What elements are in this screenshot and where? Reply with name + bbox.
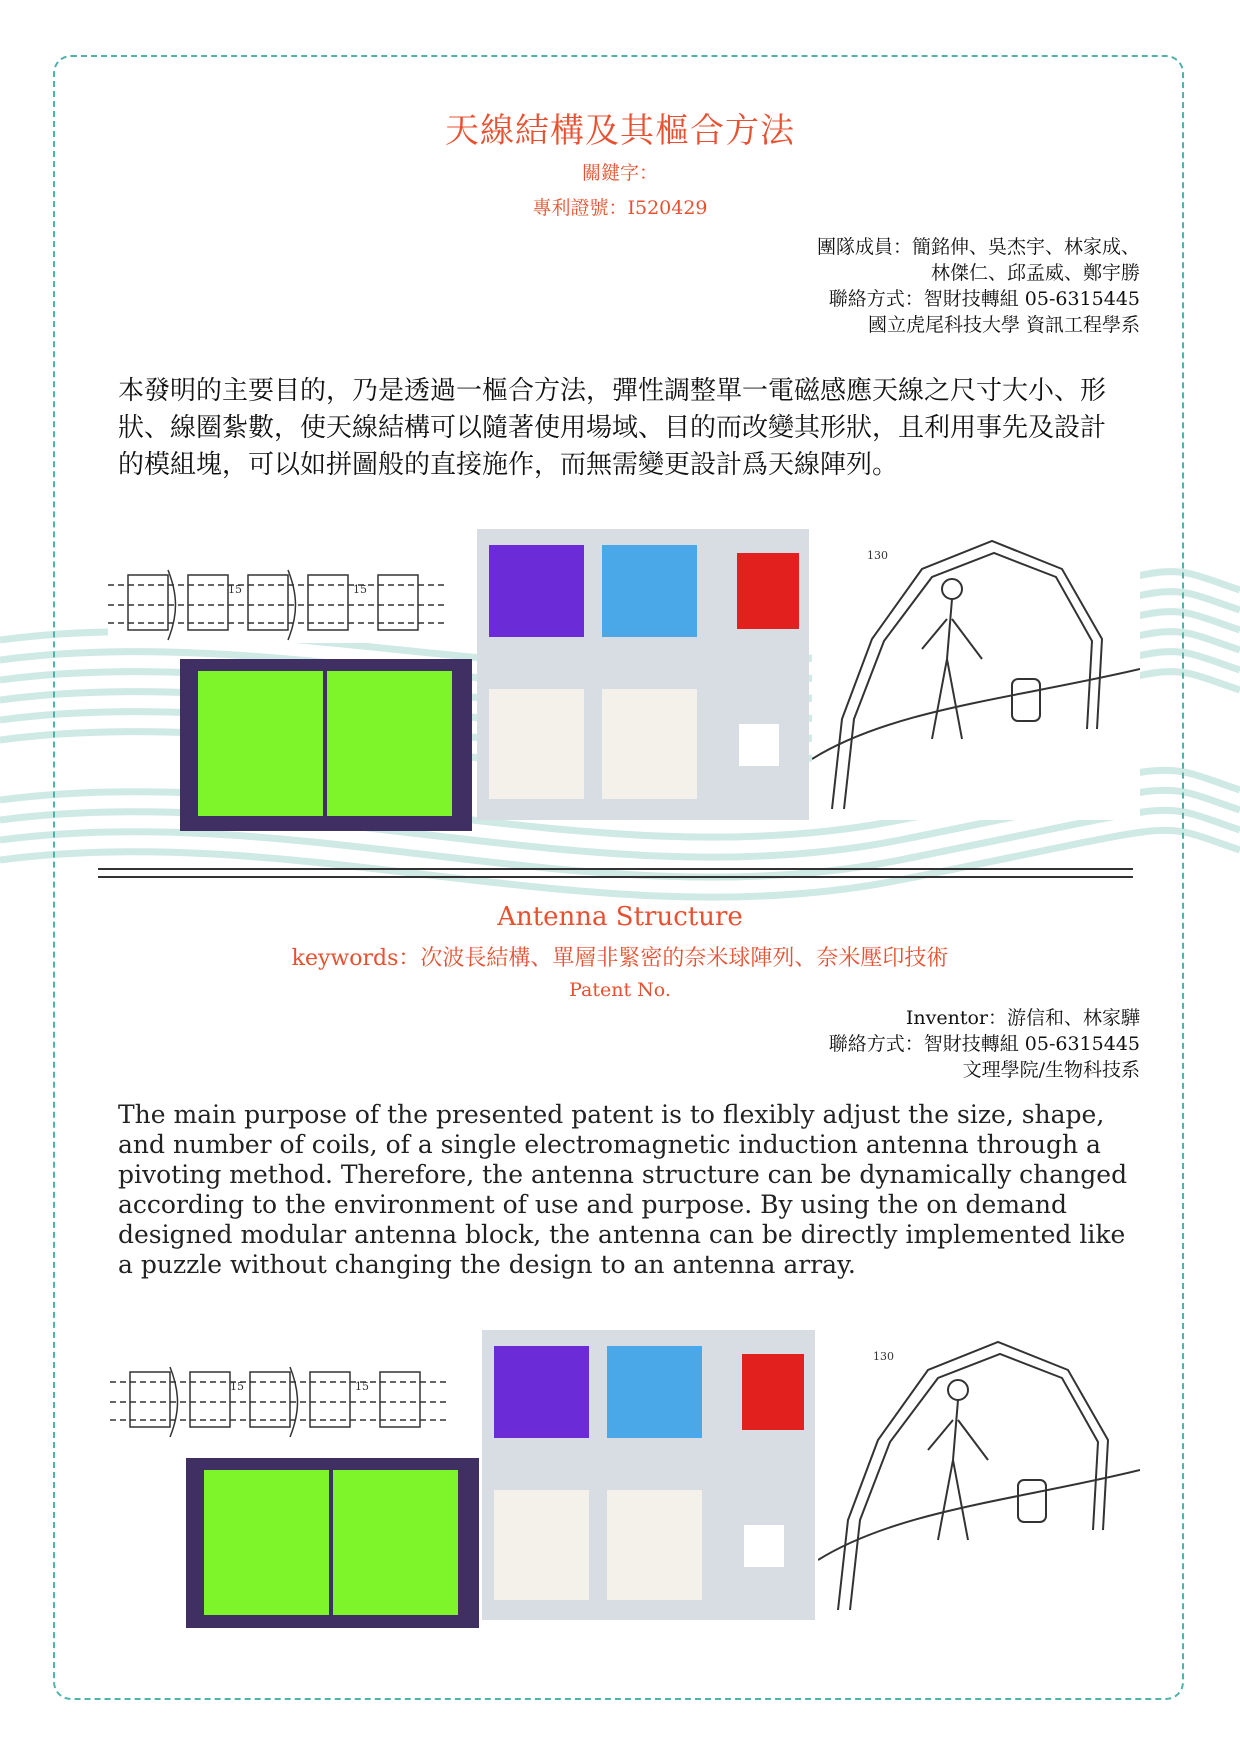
dim-label-1: 15 (228, 583, 242, 596)
keywords-en: keywords：次波長結構、單層非緊密的奈米球陣列、奈米壓印技術 (0, 941, 1240, 972)
dim-label-3: 15 (230, 1380, 244, 1393)
ref-label-2: 130 (873, 1350, 894, 1363)
modules-photo (477, 529, 809, 820)
schematic-drawing-2 (110, 1362, 462, 1440)
schematic-drawing (108, 565, 463, 643)
team-line-2: 林傑仁、邱孟威、鄭宇勝 (660, 260, 1140, 286)
abstract-en: The main purpose of the presented patent is to flexibly adjust the size, shape, and number of coils, of a single electromagnetic induction antenna through a pivoting method. Therefore, the antenna structure can be dynamically changed according to the environment of use and purpose. By using the on demand designed modular antenna block, the antenna can be directly implemented like a puzzle without changing the design to an antenna array. (118, 1100, 1133, 1280)
keywords-zh: 關鍵字： (0, 158, 1240, 185)
affiliation-zh: 國立虎尾科技大學 資訊工程學系 (660, 312, 1140, 338)
divider-top (98, 868, 1133, 870)
arch-antenna-drawing-2 (818, 1330, 1140, 1620)
abstract-zh: 本發明的主要目的，乃是透過一樞合方法，彈性調整單一電磁感應天線之尺寸大小、形狀、線圈紮數，使天線結構可以隨著使用場域、目的而改變其形狀，且利用事先及設計的模組塊，可以如拼圖般的直接施作，而無需變更設計爲天線陣列。 (118, 373, 1128, 484)
dim-label-4: 15 (355, 1380, 369, 1393)
title-en: Antenna Structure (0, 902, 1240, 932)
inventor-en: Inventor：游信和、林家驊 (680, 1005, 1140, 1031)
team-info-en (680, 1005, 1140, 1083)
contact-en: 聯絡方式：智財技轉組 05-6315445 (680, 1031, 1140, 1057)
divider-bottom (98, 876, 1133, 878)
ref-label-1: 130 (867, 549, 888, 562)
green-antenna-photo (180, 659, 472, 831)
contact-zh: 聯絡方式：智財技轉組 05-6315445 (660, 286, 1140, 312)
affiliation-en: 文理學院/生物科技系 (680, 1057, 1140, 1083)
modules-photo-2 (482, 1330, 815, 1620)
title-zh: 天線結構及其樞合方法 (0, 103, 1240, 152)
arch-antenna-drawing (812, 529, 1140, 820)
patent-no-zh: 專利證號：I520429 (0, 193, 1240, 220)
team-info-zh (660, 234, 1140, 338)
team-line-1: 團隊成員：簡銘伸、吳杰宇、林家成、 (660, 234, 1140, 260)
green-antenna-photo-2 (186, 1458, 479, 1628)
patent-no-en: Patent No. (0, 979, 1240, 1001)
dim-label-2: 15 (353, 583, 367, 596)
